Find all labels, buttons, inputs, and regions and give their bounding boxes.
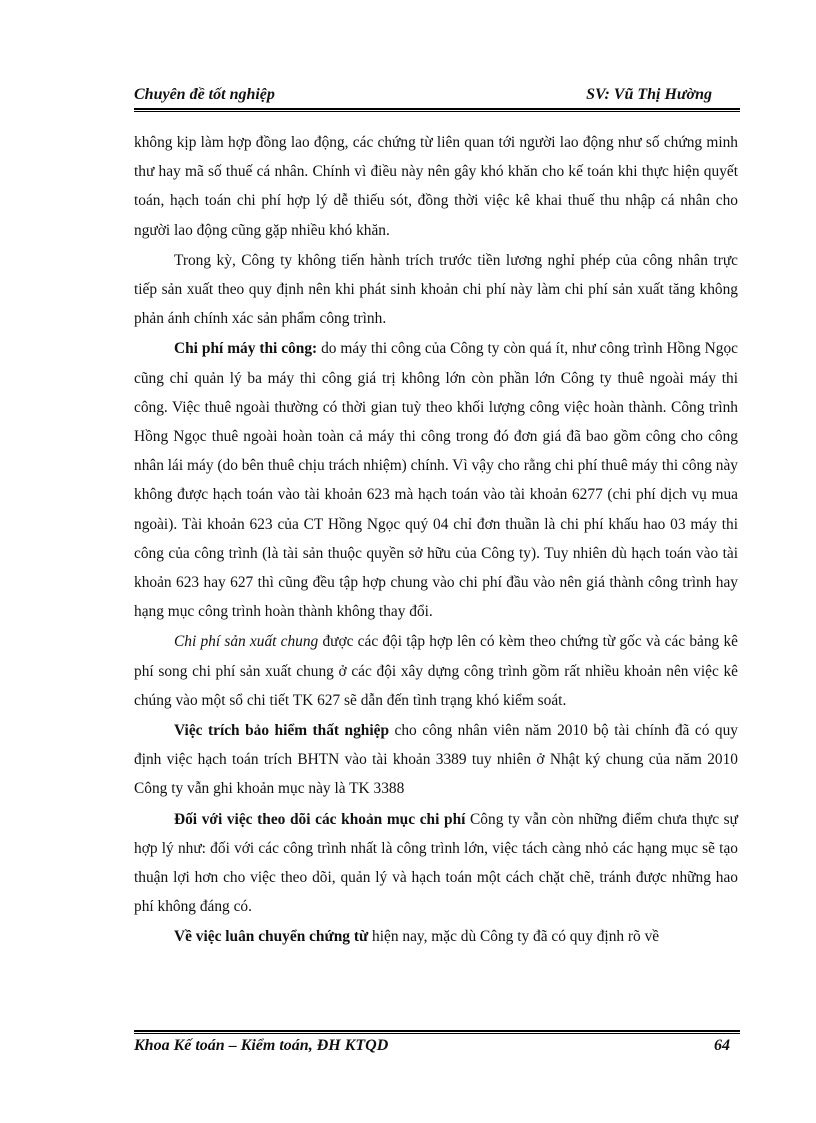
emphasized-term: Chi phí máy thi công: [174, 340, 318, 358]
paragraph-text: không kịp làm hợp đồng lao động, các chứng từ liên quan tới người lao động như số chứng minh thư hay mã số thuế cá nhân. Chính vì điều này nên gây khó khăn cho kế toán khi thực hiện quyết toán, hạch toán chi phí hợp lý dễ thiếu sót, đồng thời việc kê khai thuế thu nhập cá nhân cho người lao động cũng gặp nhiều khó khăn. [134, 134, 738, 239]
emphasized-term: Việc trích bảo hiểm thất nghiệp [174, 722, 390, 740]
header-title: Chuyên đề tốt nghiệp [134, 86, 275, 103]
body-paragraph [134, 805, 738, 922]
body-paragraph [134, 334, 738, 626]
paragraph-text: cho công nhân viên năm 2010 bộ tài chính đã có quy định việc hạch toán trích BHTN vào tài khoản 3389 tuy nhiên ở Nhật ký chung của năm 2010 Công ty vẫn ghi khoản mục này là TK 3388 [134, 722, 738, 798]
body-paragraph [134, 716, 738, 804]
page-footer [134, 1037, 740, 1061]
paragraph-text: do máy thi công của Công ty còn quá ít, như công trình Hồng Ngọc cũng chỉ quản lý ba máy thi công giá trị không lớn còn phần lớn Công ty thuê ngoài máy thi công. Việc thuê ngoài thường có thời gian tuỳ theo khối lượng công việc hoàn thành. Công trình Hồng Ngọc thuê ngoài hoàn toàn cả máy thi công trong đó đơn giá đã bao gồm công cho công nhân lái máy (do bên thuê chịu trách nhiệm) chính. Vì vậy cho rằng chi phí thuê máy thi công này không được hạch toán vào tài khoản 623 mà hạch toán vào tài khoản 6277 (chi phí dịch vụ mua ngoài). Tài khoản 623 của CT Hồng Ngọc quý 04 chỉ đơn thuần là chi phí khấu hao 03 máy thi công của công trình (là tài sản thuộc quyền sở hữu của Công ty). Tuy nhiên dù hạch toán vào tài khoản 623 hay 627 thì cũng đều tập hợp chung vào chi phí đầu vào nên giá thành công trình hay hạng mục công trình hoàn thành không thay đổi. [134, 340, 738, 621]
body-paragraph [134, 922, 738, 951]
footer-rule-thin [134, 1033, 740, 1034]
emphasized-term: Về việc luân chuyển chứng từ [174, 928, 369, 946]
paragraph-text: được các đội tập hợp lên có kèm theo chứng từ gốc và các bảng kê phí song chi phí sản xuất chung ở các đội xây dựng công trình gồm rất nhiều khoản nên việc kê chúng vào một sổ chi tiết TK 627 sẽ dẫn đến tình trạng khó kiểm soát. [134, 633, 738, 709]
page-body [134, 128, 738, 953]
emphasized-term: Chi phí sản xuất chung [174, 633, 319, 651]
page-number: 64 [714, 1037, 730, 1054]
header-rule-thin [134, 111, 740, 112]
emphasized-term: Đối với việc theo dõi các khoản mục chi phí [174, 810, 466, 828]
header-rule [134, 108, 740, 110]
header-author: SV: Vũ Thị Hường [586, 86, 712, 103]
footer-rule [134, 1030, 740, 1032]
body-paragraph [134, 627, 738, 715]
body-paragraph [134, 128, 738, 245]
paragraph-text: Công ty vẫn còn những điểm chưa thực sự hợp lý như: đối với các công trình nhất là công trình lớn, việc tách càng nhỏ các hạng mục sẽ tạo thuận lợi hơn cho việc theo dõi, quản lý và hạch toán một cách chặt chẽ, tránh được những hao phí không đáng có. [134, 810, 738, 916]
paragraph-text: hiện nay, mặc dù Công ty đã có quy định rõ về [368, 928, 660, 946]
paragraph-text: Trong kỳ, Công ty không tiến hành trích trước tiền lương nghỉ phép của công nhân trực tiếp sản xuất theo quy định nên khi phát sinh khoản chi phí này làm chi phí sản xuất tăng không phản ánh chính xác sản phẩm công trình. [134, 251, 738, 328]
body-paragraph [134, 246, 738, 334]
footer-department: Khoa Kế toán – Kiểm toán, ĐH KTQD [134, 1037, 389, 1054]
page-header [134, 86, 740, 110]
